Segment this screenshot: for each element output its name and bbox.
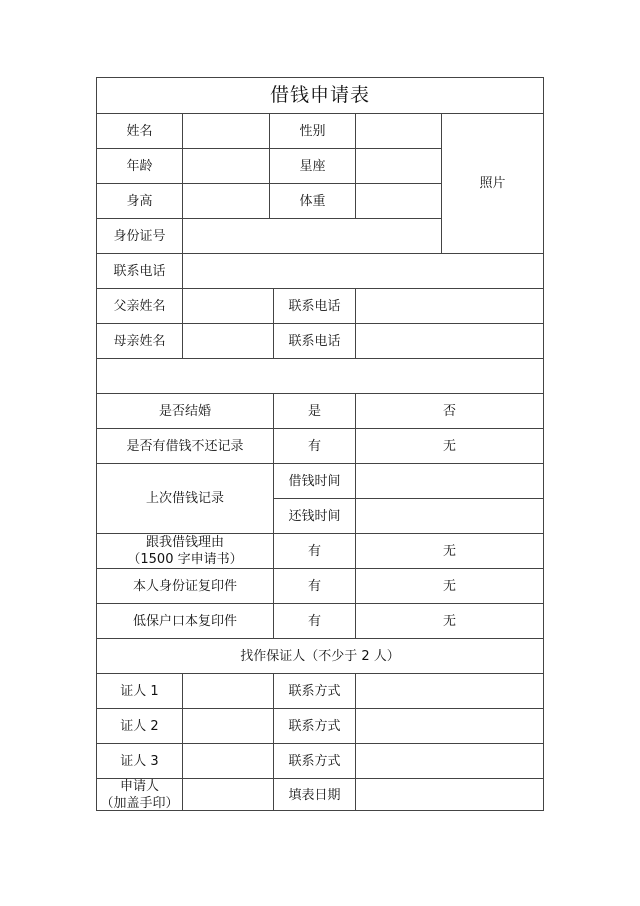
father-phone-field[interactable] bbox=[356, 289, 544, 324]
borrow-time-label: 借钱时间 bbox=[274, 464, 356, 499]
return-time-field[interactable] bbox=[356, 499, 544, 534]
guarantor-1-label: 证人 1 bbox=[97, 674, 183, 709]
applicant-signature-field[interactable] bbox=[183, 779, 274, 811]
married-label: 是否结婚 bbox=[97, 394, 274, 429]
id-copy-yes-option[interactable]: 有 bbox=[274, 569, 356, 604]
age-field[interactable] bbox=[183, 149, 270, 184]
guarantor-3-contact-label: 联系方式 bbox=[274, 744, 356, 779]
reason-label-line2: （1500 字申请书） bbox=[127, 552, 243, 567]
applicant-label-line1: 申请人 bbox=[119, 779, 159, 794]
blank-row bbox=[97, 359, 544, 394]
lowinc-copy-label: 低保户口本复印件 bbox=[97, 604, 274, 639]
fill-date-field[interactable] bbox=[356, 779, 544, 811]
guarantor-header: 找作保证人（不少于 2 人） bbox=[97, 639, 544, 674]
father-name-label: 父亲姓名 bbox=[97, 289, 183, 324]
gender-field[interactable] bbox=[356, 114, 442, 149]
guarantor-2-contact-label: 联系方式 bbox=[274, 709, 356, 744]
phone-label: 联系电话 bbox=[97, 254, 183, 289]
name-field[interactable] bbox=[183, 114, 270, 149]
mother-phone-label: 联系电话 bbox=[274, 324, 356, 359]
reason-yes-option[interactable]: 有 bbox=[274, 534, 356, 569]
gender-label: 性别 bbox=[270, 114, 356, 149]
applicant-label-line2: （加盖手印） bbox=[100, 796, 179, 811]
weight-field[interactable] bbox=[356, 184, 442, 219]
married-yes-option[interactable]: 是 bbox=[274, 394, 356, 429]
reason-no-option[interactable]: 无 bbox=[356, 534, 544, 569]
weight-label: 体重 bbox=[270, 184, 356, 219]
zodiac-label: 星座 bbox=[270, 149, 356, 184]
return-time-label: 还钱时间 bbox=[274, 499, 356, 534]
fill-date-label: 填表日期 bbox=[274, 779, 356, 811]
guarantor-1-field[interactable] bbox=[183, 674, 274, 709]
last-borrow-record-label: 上次借钱记录 bbox=[97, 464, 274, 534]
applicant-label bbox=[97, 779, 183, 811]
photo-label: 照片 bbox=[479, 176, 506, 191]
id-number-field[interactable] bbox=[183, 219, 442, 254]
height-label: 身高 bbox=[97, 184, 183, 219]
reason-label-line1: 跟我借钱理由 bbox=[145, 535, 224, 550]
mother-name-field[interactable] bbox=[183, 324, 274, 359]
id-number-label: 身份证号 bbox=[97, 219, 183, 254]
guarantor-3-field[interactable] bbox=[183, 744, 274, 779]
unpaid-record-label: 是否有借钱不还记录 bbox=[97, 429, 274, 464]
father-phone-label: 联系电话 bbox=[274, 289, 356, 324]
unpaid-no-option[interactable]: 无 bbox=[356, 429, 544, 464]
borrow-time-field[interactable] bbox=[356, 464, 544, 499]
form-title: 借钱申请表 bbox=[97, 78, 544, 114]
phone-field[interactable] bbox=[183, 254, 544, 289]
photo-box[interactable] bbox=[442, 114, 544, 254]
guarantor-2-contact-field[interactable] bbox=[356, 709, 544, 744]
guarantor-2-label: 证人 2 bbox=[97, 709, 183, 744]
loan-application-form bbox=[96, 77, 544, 811]
guarantor-1-contact-label: 联系方式 bbox=[274, 674, 356, 709]
lowinc-no-option[interactable]: 无 bbox=[356, 604, 544, 639]
unpaid-yes-option[interactable]: 有 bbox=[274, 429, 356, 464]
guarantor-2-field[interactable] bbox=[183, 709, 274, 744]
mother-name-label: 母亲姓名 bbox=[97, 324, 183, 359]
age-label: 年龄 bbox=[97, 149, 183, 184]
reason-label bbox=[97, 534, 274, 569]
id-copy-label: 本人身份证复印件 bbox=[97, 569, 274, 604]
guarantor-1-contact-field[interactable] bbox=[356, 674, 544, 709]
father-name-field[interactable] bbox=[183, 289, 274, 324]
height-field[interactable] bbox=[183, 184, 270, 219]
name-label: 姓名 bbox=[97, 114, 183, 149]
zodiac-field[interactable] bbox=[356, 149, 442, 184]
id-copy-no-option[interactable]: 无 bbox=[356, 569, 544, 604]
mother-phone-field[interactable] bbox=[356, 324, 544, 359]
married-no-option[interactable]: 否 bbox=[356, 394, 544, 429]
guarantor-3-contact-field[interactable] bbox=[356, 744, 544, 779]
guarantor-3-label: 证人 3 bbox=[97, 744, 183, 779]
lowinc-yes-option[interactable]: 有 bbox=[274, 604, 356, 639]
